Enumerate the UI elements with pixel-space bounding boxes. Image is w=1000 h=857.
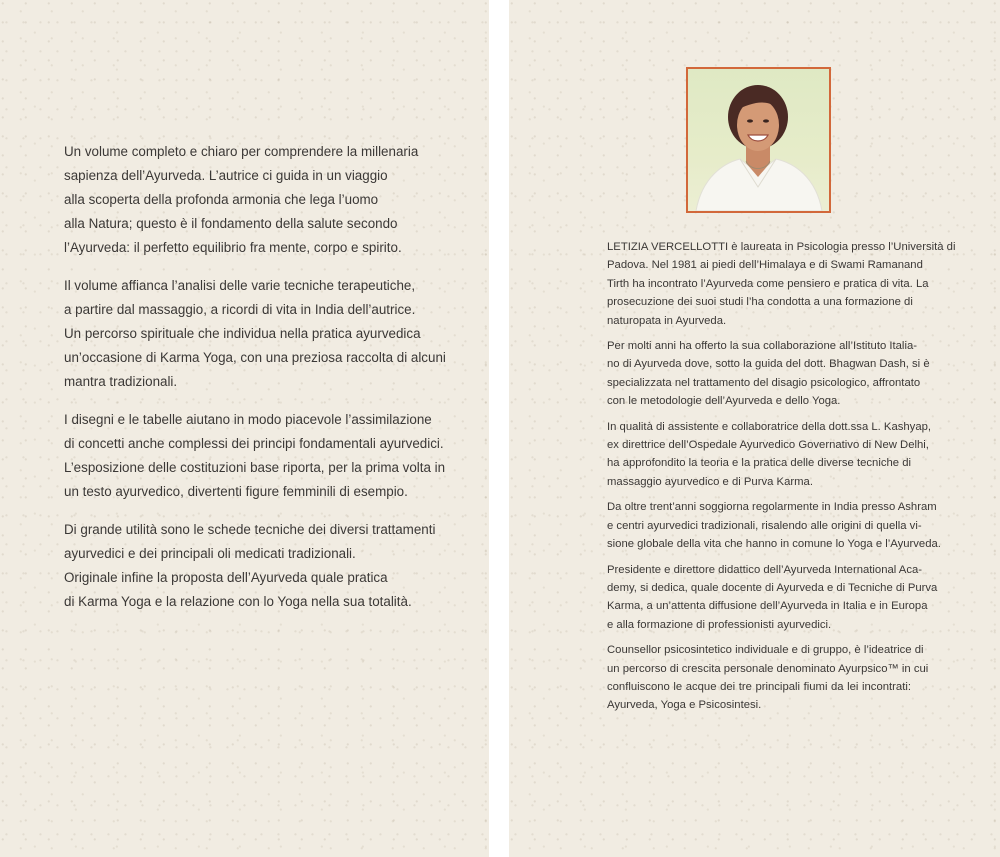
text-line: Originale infine la proposta dell’Ayurveda quale pratica [64,570,388,585]
bio-paragraph [607,561,938,635]
text-line: Il volume affianca l’analisi delle varie tecniche terapeutiche, [64,278,416,293]
text-line: con le metodologie dell’Ayurveda e dello Yoga. [607,395,841,408]
bio-paragraph [607,498,941,553]
text-line: Da oltre trent’anni soggiorna regolarmente in India presso Ashram [607,501,937,514]
bio-paragraph [607,418,932,492]
text-line: sione globale della vita che hanno in comune lo Yoga e l’Ayurveda. [607,538,941,551]
text-line: un testo ayurvedico, divertenti figure femminili di esempio. [64,484,408,499]
author-photo [686,67,831,213]
text-line: naturopata in Ayurveda. [607,314,727,327]
text-line: a partire dal massaggio, a ricordi di vita in India dell’autrice. [64,302,416,317]
text-line: I disegni e le tabelle aiutano in modo piacevole l’assimilazione [64,412,432,427]
text-line: demy, si dedica, quale docente di Ayurveda e di Tecniche di Purva [607,581,938,594]
description-paragraph [64,274,446,394]
text-line: prosecuzione dei suoi studi l’ha condotta a una formazione di [607,296,913,309]
text-line: un’occasione di Karma Yoga, con una preziosa raccolta di alcuni [64,350,446,365]
bio-paragraph [607,641,929,715]
text-line: Di grande utilità sono le schede tecniche dei diversi trattamenti [64,522,436,537]
text-line: un percorso di crescita personale denominato Ayurpsico™ in cui [607,662,929,675]
left-page [0,0,489,857]
bio-paragraph [607,337,930,411]
text-line: L’esposizione delle costituzioni base riporta, per la prima volta in [64,460,446,475]
text-line: Karma, a un’attenta diffusione dell’Ayurveda in Italia e in Europa [607,600,928,613]
bio-paragraph [607,238,956,330]
text-line: sapienza dell’Ayurveda. L’autrice ci guida in un viaggio [64,168,388,183]
text-line: Un percorso spirituale che individua nella pratica ayurvedica [64,326,421,341]
text-line: ayurvedici e dei principali oli medicati tradizionali. [64,546,356,561]
text-line: mantra tradizionali. [64,374,178,389]
text-line: Presidente e direttore didattico dell’Ayurveda International Aca- [607,563,923,576]
book-description [64,140,446,628]
text-line: e alla formazione di professionisti ayurvedici. [607,618,832,631]
text-line: di concetti anche complessi dei principi fondamentali ayurvedici. [64,436,444,451]
text-line: massaggio ayurvedico e di Purva Karma. [607,475,813,488]
text-line: specializzata nel trattamento del disagio psicologico, affrontato [607,376,921,389]
text-line: no di Ayurveda dove, sotto la guida del dott. Bhagwan Dash, si è [607,358,930,371]
text-line: Tirth ha incontrato l’Ayurveda come pensiero e pratica di vita. La [607,277,929,290]
text-line: di Karma Yoga e la relazione con lo Yoga nella sua totalità. [64,594,412,609]
text-line: l’Ayurveda: il perfetto equilibrio fra mente, corpo e spirito. [64,240,402,255]
author-portrait-illustration [688,69,829,211]
text-line: Un volume completo e chiaro per comprendere la millenaria [64,144,419,159]
text-line: ex direttrice dell’Ospedale Ayurvedico Governativo di New Delhi, [607,439,929,452]
page-gutter [489,0,509,857]
text-line: ha approfondito la teoria e la pratica delle diverse tecniche di [607,457,911,470]
author-biography [607,238,956,722]
text-line: confluiscono le acque dei tre principali fiumi da lei incontrati: [607,680,911,693]
description-paragraph [64,518,436,614]
text-line: alla scoperta della profonda armonia che lega l’uomo [64,192,379,207]
text-line: Counsellor psicosintetico individuale e di gruppo, è l’ideatrice di [607,644,924,657]
description-paragraph [64,408,446,504]
text-line: LETIZIA VERCELLOTTI è laureata in Psicologia presso l’Università di [607,241,956,253]
text-line: e centri ayurvedici tradizionali, risalendo alle origini di quella vi- [607,519,922,532]
text-line: alla Natura; questo è il fondamento della salute secondo [64,216,398,231]
text-line: Ayurveda, Yoga e Psicosintesi. [607,699,762,712]
text-line: In qualità di assistente e collaboratrice della dott.ssa L. Kashyap, [607,420,932,433]
text-line: Per molti anni ha offerto la sua collaborazione all’Istituto Italia- [607,340,917,353]
description-paragraph [64,140,419,260]
text-line: Padova. Nel 1981 ai piedi dell’Himalaya e di Swami Ramanand [607,259,923,272]
